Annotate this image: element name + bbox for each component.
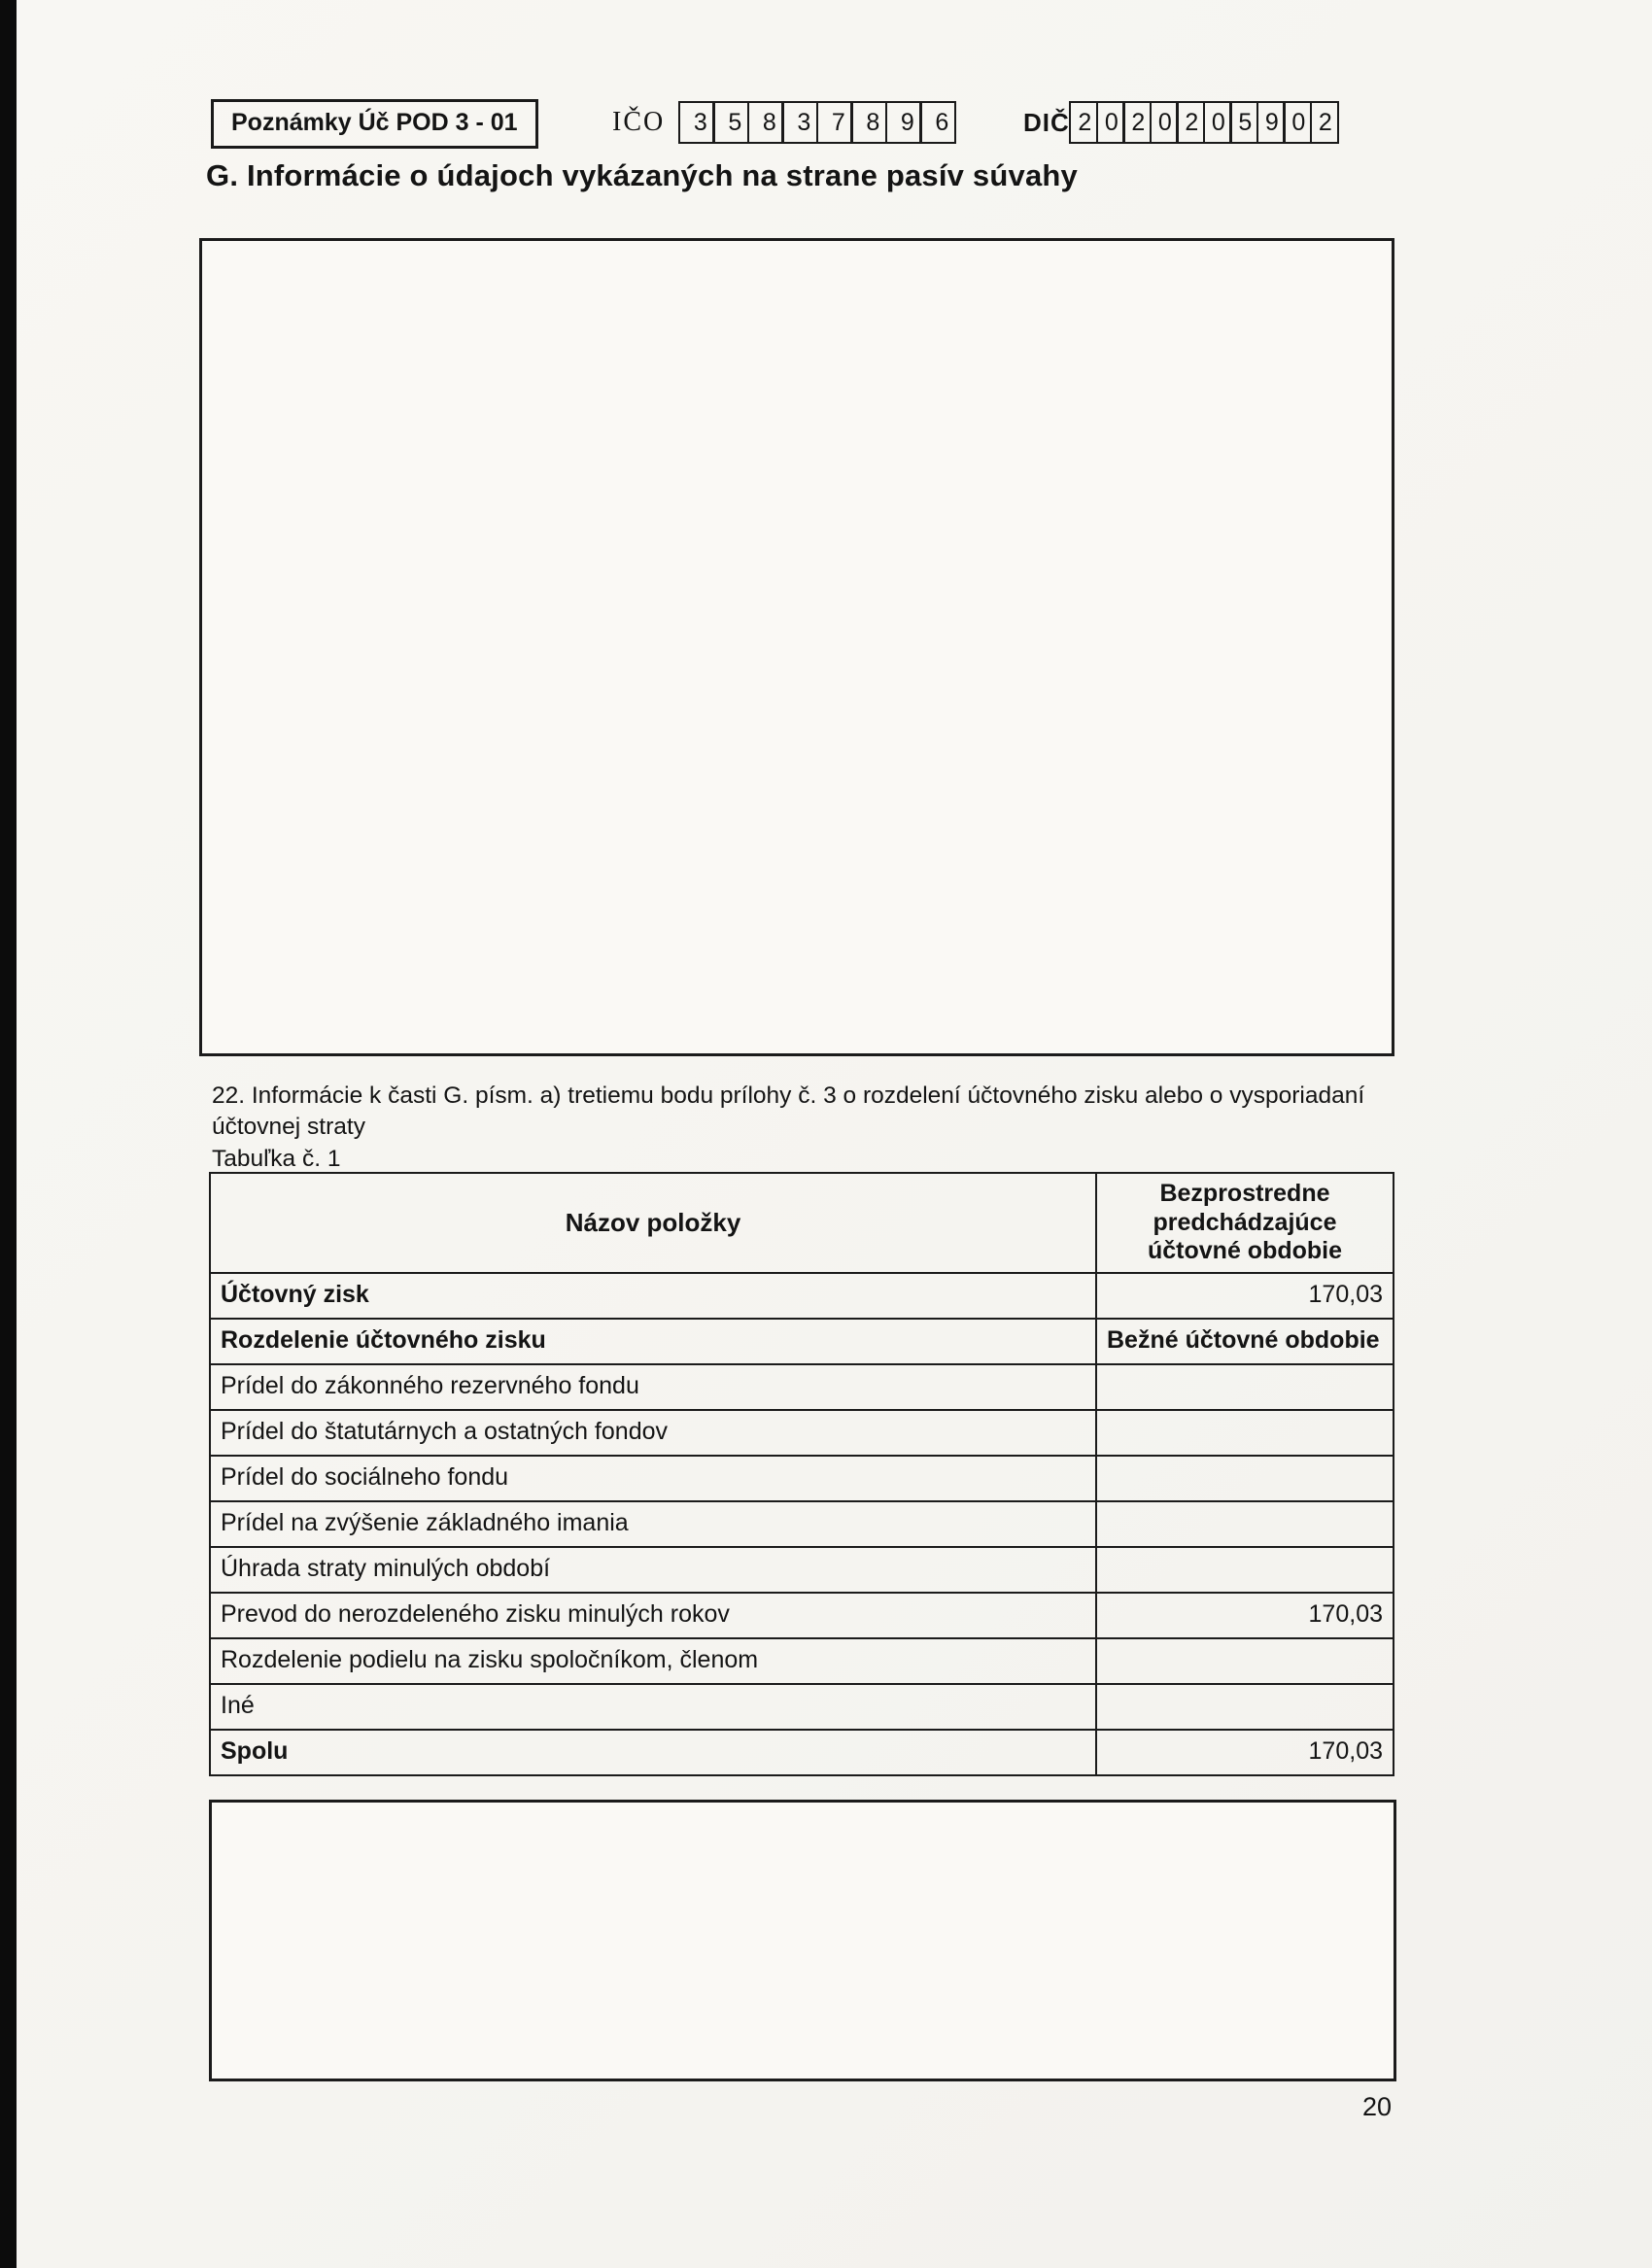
dic-digit: 2 [1176, 101, 1205, 144]
row-label: Rozdelenie podielu na zisku spoločníkom, členom [210, 1638, 1096, 1684]
ico-digit: 5 [712, 101, 749, 144]
dic-digit: 0 [1096, 101, 1125, 144]
dic-digit: 0 [1283, 101, 1312, 144]
table-row [210, 1547, 1394, 1593]
dic-digit: 2 [1122, 101, 1152, 144]
row-value [1096, 1547, 1394, 1593]
ico-digit-boxes [680, 101, 956, 144]
ico-digit: 8 [850, 101, 887, 144]
column-header-period: Bezprostredne predchádzajúce účtovné obdobie [1096, 1173, 1394, 1273]
row-label: Prídel do štatutárnych a ostatných fondov [210, 1410, 1096, 1456]
table-header-row [210, 1173, 1394, 1273]
table-row [210, 1364, 1394, 1410]
row-label: Prídel na zvýšenie základného imania [210, 1501, 1096, 1547]
row-label: Úhrada straty minulých období [210, 1547, 1096, 1593]
ico-field [612, 101, 956, 144]
row-label: Prevod do nerozdeleného zisku minulých rokov [210, 1593, 1096, 1638]
row-label: Iné [210, 1684, 1096, 1730]
dic-digit-boxes [1072, 101, 1339, 144]
table-1-label: Tabuľka č. 1 [212, 1145, 341, 1172]
page-number: 20 [1362, 2092, 1393, 2121]
row-value [1096, 1684, 1394, 1730]
form-label: Poznámky Úč POD 3 - 01 [211, 99, 538, 149]
row-label: Prídel do sociálneho fondu [210, 1456, 1096, 1501]
table-row [210, 1456, 1394, 1501]
form-header-row [209, 95, 1472, 150]
row-value [1096, 1410, 1394, 1456]
dic-digit: 2 [1069, 101, 1098, 144]
row-label: Rozdelenie účtovného zisku [210, 1319, 1096, 1364]
table-row [210, 1730, 1394, 1775]
dic-field [1023, 101, 1339, 144]
notes-box-top [199, 238, 1394, 1056]
scan-edge-strip [0, 0, 17, 2268]
ico-digit: 3 [781, 101, 818, 144]
notes-box-bottom [209, 1800, 1396, 2081]
row-label: Prídel do zákonného rezervného fondu [210, 1364, 1096, 1410]
section-g-heading: G. Informácie o údajoch vykázaných na strane pasív súvahy [206, 158, 1078, 192]
row-value: 170,03 [1096, 1593, 1394, 1638]
dic-digit: 0 [1203, 101, 1232, 144]
row-value [1096, 1501, 1394, 1547]
ico-label: IČO [612, 107, 666, 137]
table-row [210, 1319, 1394, 1364]
ico-digit: 9 [885, 101, 922, 144]
row-value: 170,03 [1096, 1273, 1394, 1319]
row-label: Spolu [210, 1730, 1096, 1775]
row-value: 170,03 [1096, 1730, 1394, 1775]
ico-digit: 7 [816, 101, 853, 144]
row-value: Bežné účtovné obdobie [1096, 1319, 1394, 1364]
table-row [210, 1593, 1394, 1638]
table-row [210, 1273, 1394, 1319]
ico-digit: 6 [919, 101, 956, 144]
table-row [210, 1684, 1394, 1730]
dic-digit: 9 [1256, 101, 1286, 144]
ico-digit: 3 [678, 101, 715, 144]
row-value [1096, 1456, 1394, 1501]
dic-digit: 5 [1229, 101, 1258, 144]
dic-digit: 0 [1150, 101, 1179, 144]
table-row [210, 1638, 1394, 1684]
row-value [1096, 1638, 1394, 1684]
row-label: Účtovný zisk [210, 1273, 1096, 1319]
ico-digit: 8 [747, 101, 784, 144]
row-value [1096, 1364, 1394, 1410]
note-22-block [212, 1081, 1413, 1173]
dic-label: DIČ [1023, 107, 1070, 137]
column-header-name: Názov položky [210, 1173, 1096, 1273]
table-row [210, 1410, 1394, 1456]
dic-digit: 2 [1310, 101, 1339, 144]
table-row [210, 1501, 1394, 1547]
note-22-text: 22. Informácie k časti G. písm. a) tretiemu bodu prílohy č. 3 o rozdelení účtovného zisku alebo o vysporiadaní účtovnej straty [212, 1082, 1365, 1141]
profit-distribution-table [209, 1172, 1394, 1776]
